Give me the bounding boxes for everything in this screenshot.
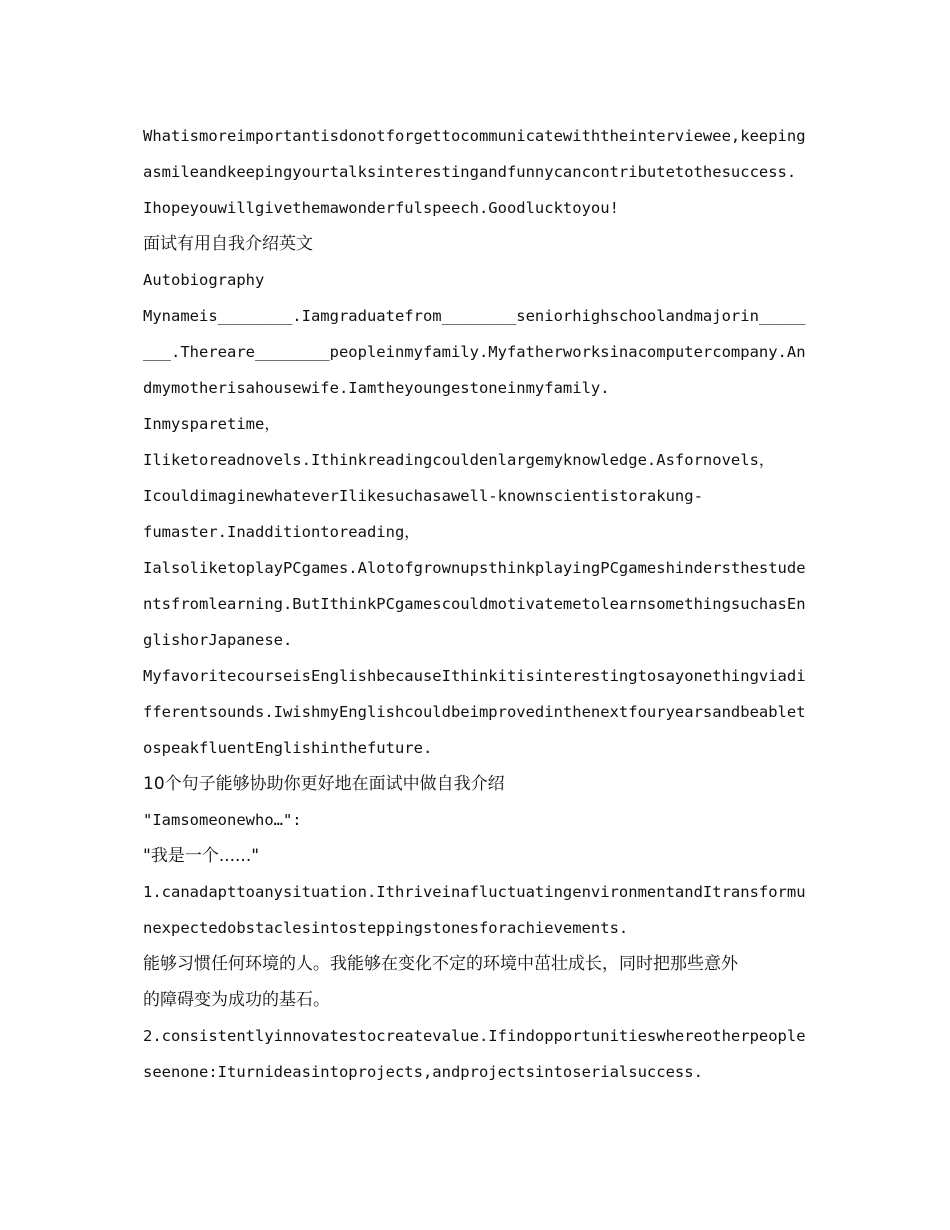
sentence-line: seenone:Iturnideasintoprojects,andprojectsintoserialsuccess. [143, 1063, 703, 1081]
paragraph-line: MyfavoritecourseisEnglishbecauseIthinkitisinterestingtosayonethingviadi [143, 667, 806, 685]
paragraph-line: Iliketoreadnovels.Ithinkreadingcouldenlargemyknowledge.Asfornovels， [143, 451, 775, 469]
paragraph-line: Ihopeyouwillgivethemawonderfulspeech.Goodlucktoyou! [143, 199, 619, 217]
paragraph-line: fferentsounds.IwishmyEnglishcouldbeimprovedinthenextfouryearsandbeablet [143, 703, 806, 721]
section-subtitle: Autobiography [143, 271, 265, 289]
paragraph-line: Whatismoreimportantisdonotforgettocommunicatewiththeinterviewee,keeping [143, 127, 806, 145]
section-heading: 10个句子能够协助你更好地在面试中做自我介绍 [143, 774, 505, 794]
paragraph-line: fumaster.Inadditiontoreading， [143, 523, 420, 541]
section-heading: 面试有用自我介绍英文 [143, 234, 313, 254]
paragraph-line: glishorJapanese. [143, 631, 293, 649]
document-body [143, 118, 807, 1090]
sentence-line: nexpectedobstaclesintosteppingstonesforachievements. [143, 919, 629, 937]
sentence-translation: 能够习惯任何环境的人。我能够在变化不定的环境中茁壮成长，同时把那些意外 [143, 954, 738, 974]
phrase-translation: "我是一个......" [143, 846, 260, 866]
paragraph-line: IcouldimaginewhateverIlikesuchasawell-knownscientistorakung- [143, 487, 703, 505]
paragraph-line: Mynameis________.Iamgraduatefrom________seniorhighschoolandmajorin_____ [143, 307, 806, 325]
sentence-line: 1.canadapttoanysituation.IthriveinafluctuatingenvironmentandItransformu [143, 883, 806, 901]
paragraph-line: dmymotherisahousewife.Iamtheyoungestoneinmyfamily. [143, 379, 610, 397]
paragraph-line: IalsoliketoplayPCgames.AlotofgrownupsthinkplayingPCgameshindersthestude [143, 559, 806, 577]
paragraph-line: asmileandkeepingyourtalksinterestingandfunnycancontributetothesuccess. [143, 163, 797, 181]
paragraph-line: Inmysparetime， [143, 415, 280, 433]
paragraph-line: ___.Thereare________peopleinmyfamily.Myfatherworksinacomputercompany.An [143, 343, 806, 361]
phrase-line: "Iamsomeonewho…": [143, 811, 302, 829]
sentence-translation: 的障碍变为成功的基石。 [143, 990, 330, 1010]
paragraph-line: ntsfromlearning.ButIthinkPCgamescouldmotivatemetolearnsomethingsuchasEn [143, 595, 806, 613]
paragraph-line: ospeakfluentEnglishinthefuture. [143, 739, 433, 757]
sentence-line: 2.consistentlyinnovatestocreatevalue.Ifindopportunitieswhereotherpeople [143, 1027, 806, 1045]
